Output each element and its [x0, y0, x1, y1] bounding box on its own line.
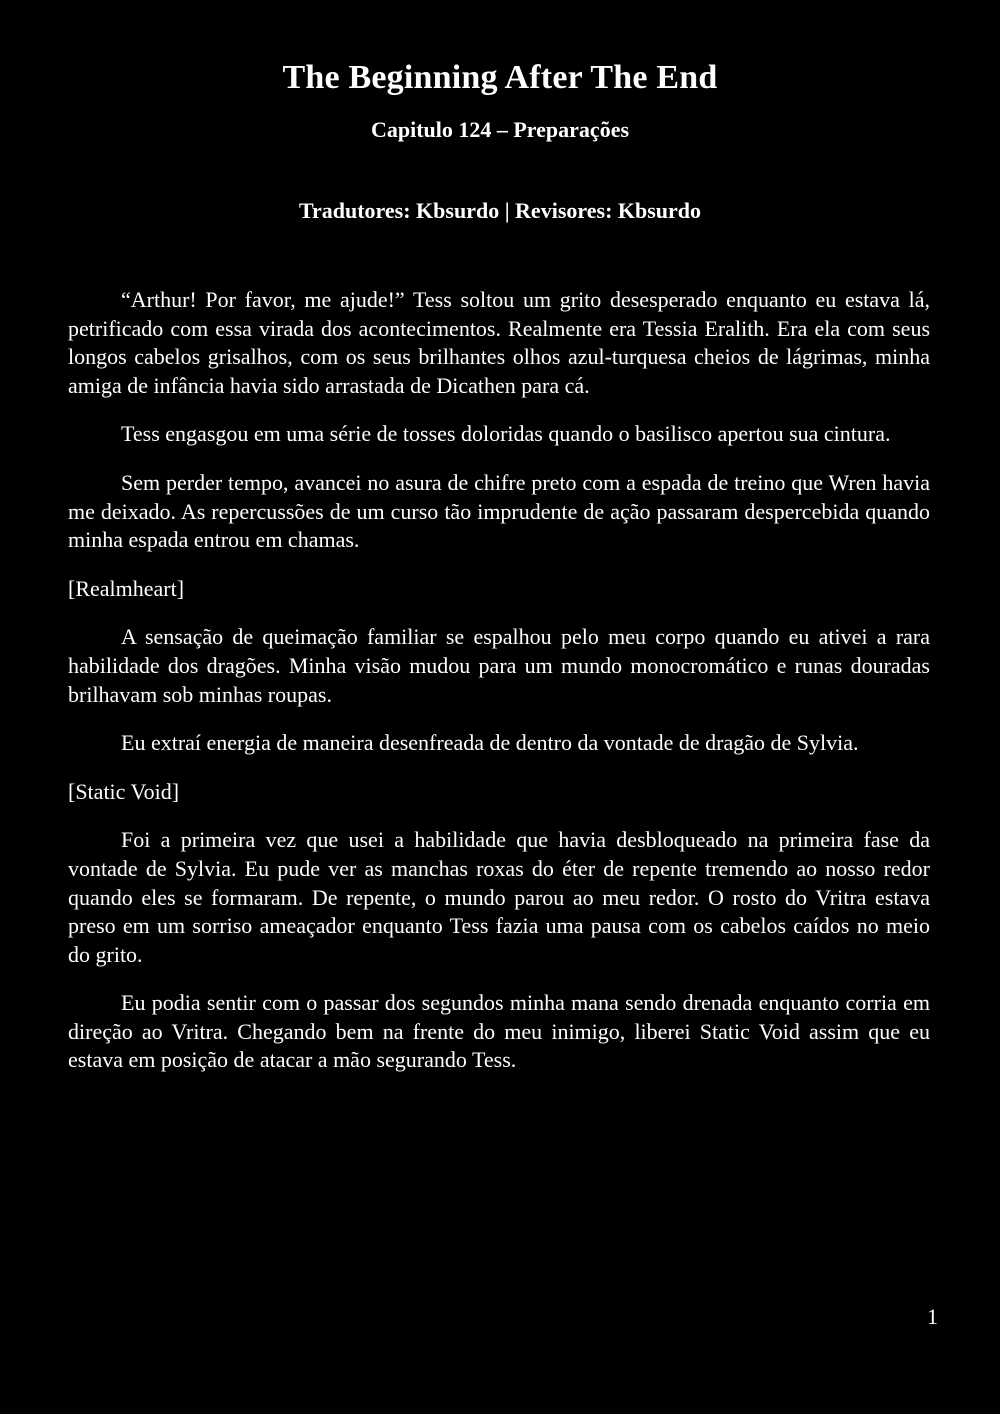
paragraph-2: Tess engasgou em uma série de tosses doloridas quando o basilisco apertou sua cintura.: [121, 421, 891, 447]
skill-label-static-void: [Static Void]: [68, 778, 180, 804]
paragraph-9: Eu podia sentir com o passar dos segundos minha mana sendo drenada enquanto corria em direção ao Vritra. Chegando bem na frente do meu inimigo, liberei Static Void assim que eu estava em posição de atacar a mão segurando Tess.: [68, 990, 930, 1073]
paragraph-6: Eu extraí energia de maneira desenfreada de dentro da vontade de dragão de Sylvia.: [121, 730, 859, 756]
body-text: [68, 286, 930, 1095]
skill-label-realmheart: [Realmheart]: [68, 575, 185, 601]
paragraph-1: “Arthur! Por favor, me ajude!” Tess soltou um grito desesperado enquanto eu estava lá, petrificado com essa virada dos acontecimentos. Realmente era Tessia Eralith. Era ela com seus longos cabelos grisalhos, com os seus brilhantes olhos azul-turquesa cheios de lágrimas, minha amiga de infância havia sido arrastada de Dicathen para cá.: [68, 287, 930, 398]
page-number: 1: [927, 1304, 938, 1329]
paragraph-8: Foi a primeira vez que usei a habilidade que havia desbloqueado na primeira fase da vontade de Sylvia. Eu pude ver as manchas roxas do éter de repente tremendo ao nosso redor quando eles se formaram. De repente, o mundo parou ao meu redor. O rosto do Vritra estava preso em um sorriso ameaçador enquanto Tess fazia uma pausa com os cabelos caídos no meio do grito.: [68, 827, 930, 967]
credits-line: Tradutores: Kbsurdo | Revisores: Kbsurdo: [298, 198, 702, 223]
chapter-heading: Capitulo 124 – Preparações: [370, 117, 630, 142]
document-title: The Beginning After The End: [282, 59, 718, 96]
paragraph-5: A sensação de queimação familiar se espalhou pelo meu corpo quando eu ativei a rara habilidade dos dragões. Minha visão mudou para um mundo monocromático e runas douradas brilhavam sob minhas roupas.: [68, 624, 930, 707]
paragraph-3: Sem perder tempo, avancei no asura de chifre preto com a espada de treino que Wren havia me deixado. As repercussões de um curso tão imprudente de ação passaram despercebida quando minha espada entrou em chamas.: [68, 469, 930, 553]
